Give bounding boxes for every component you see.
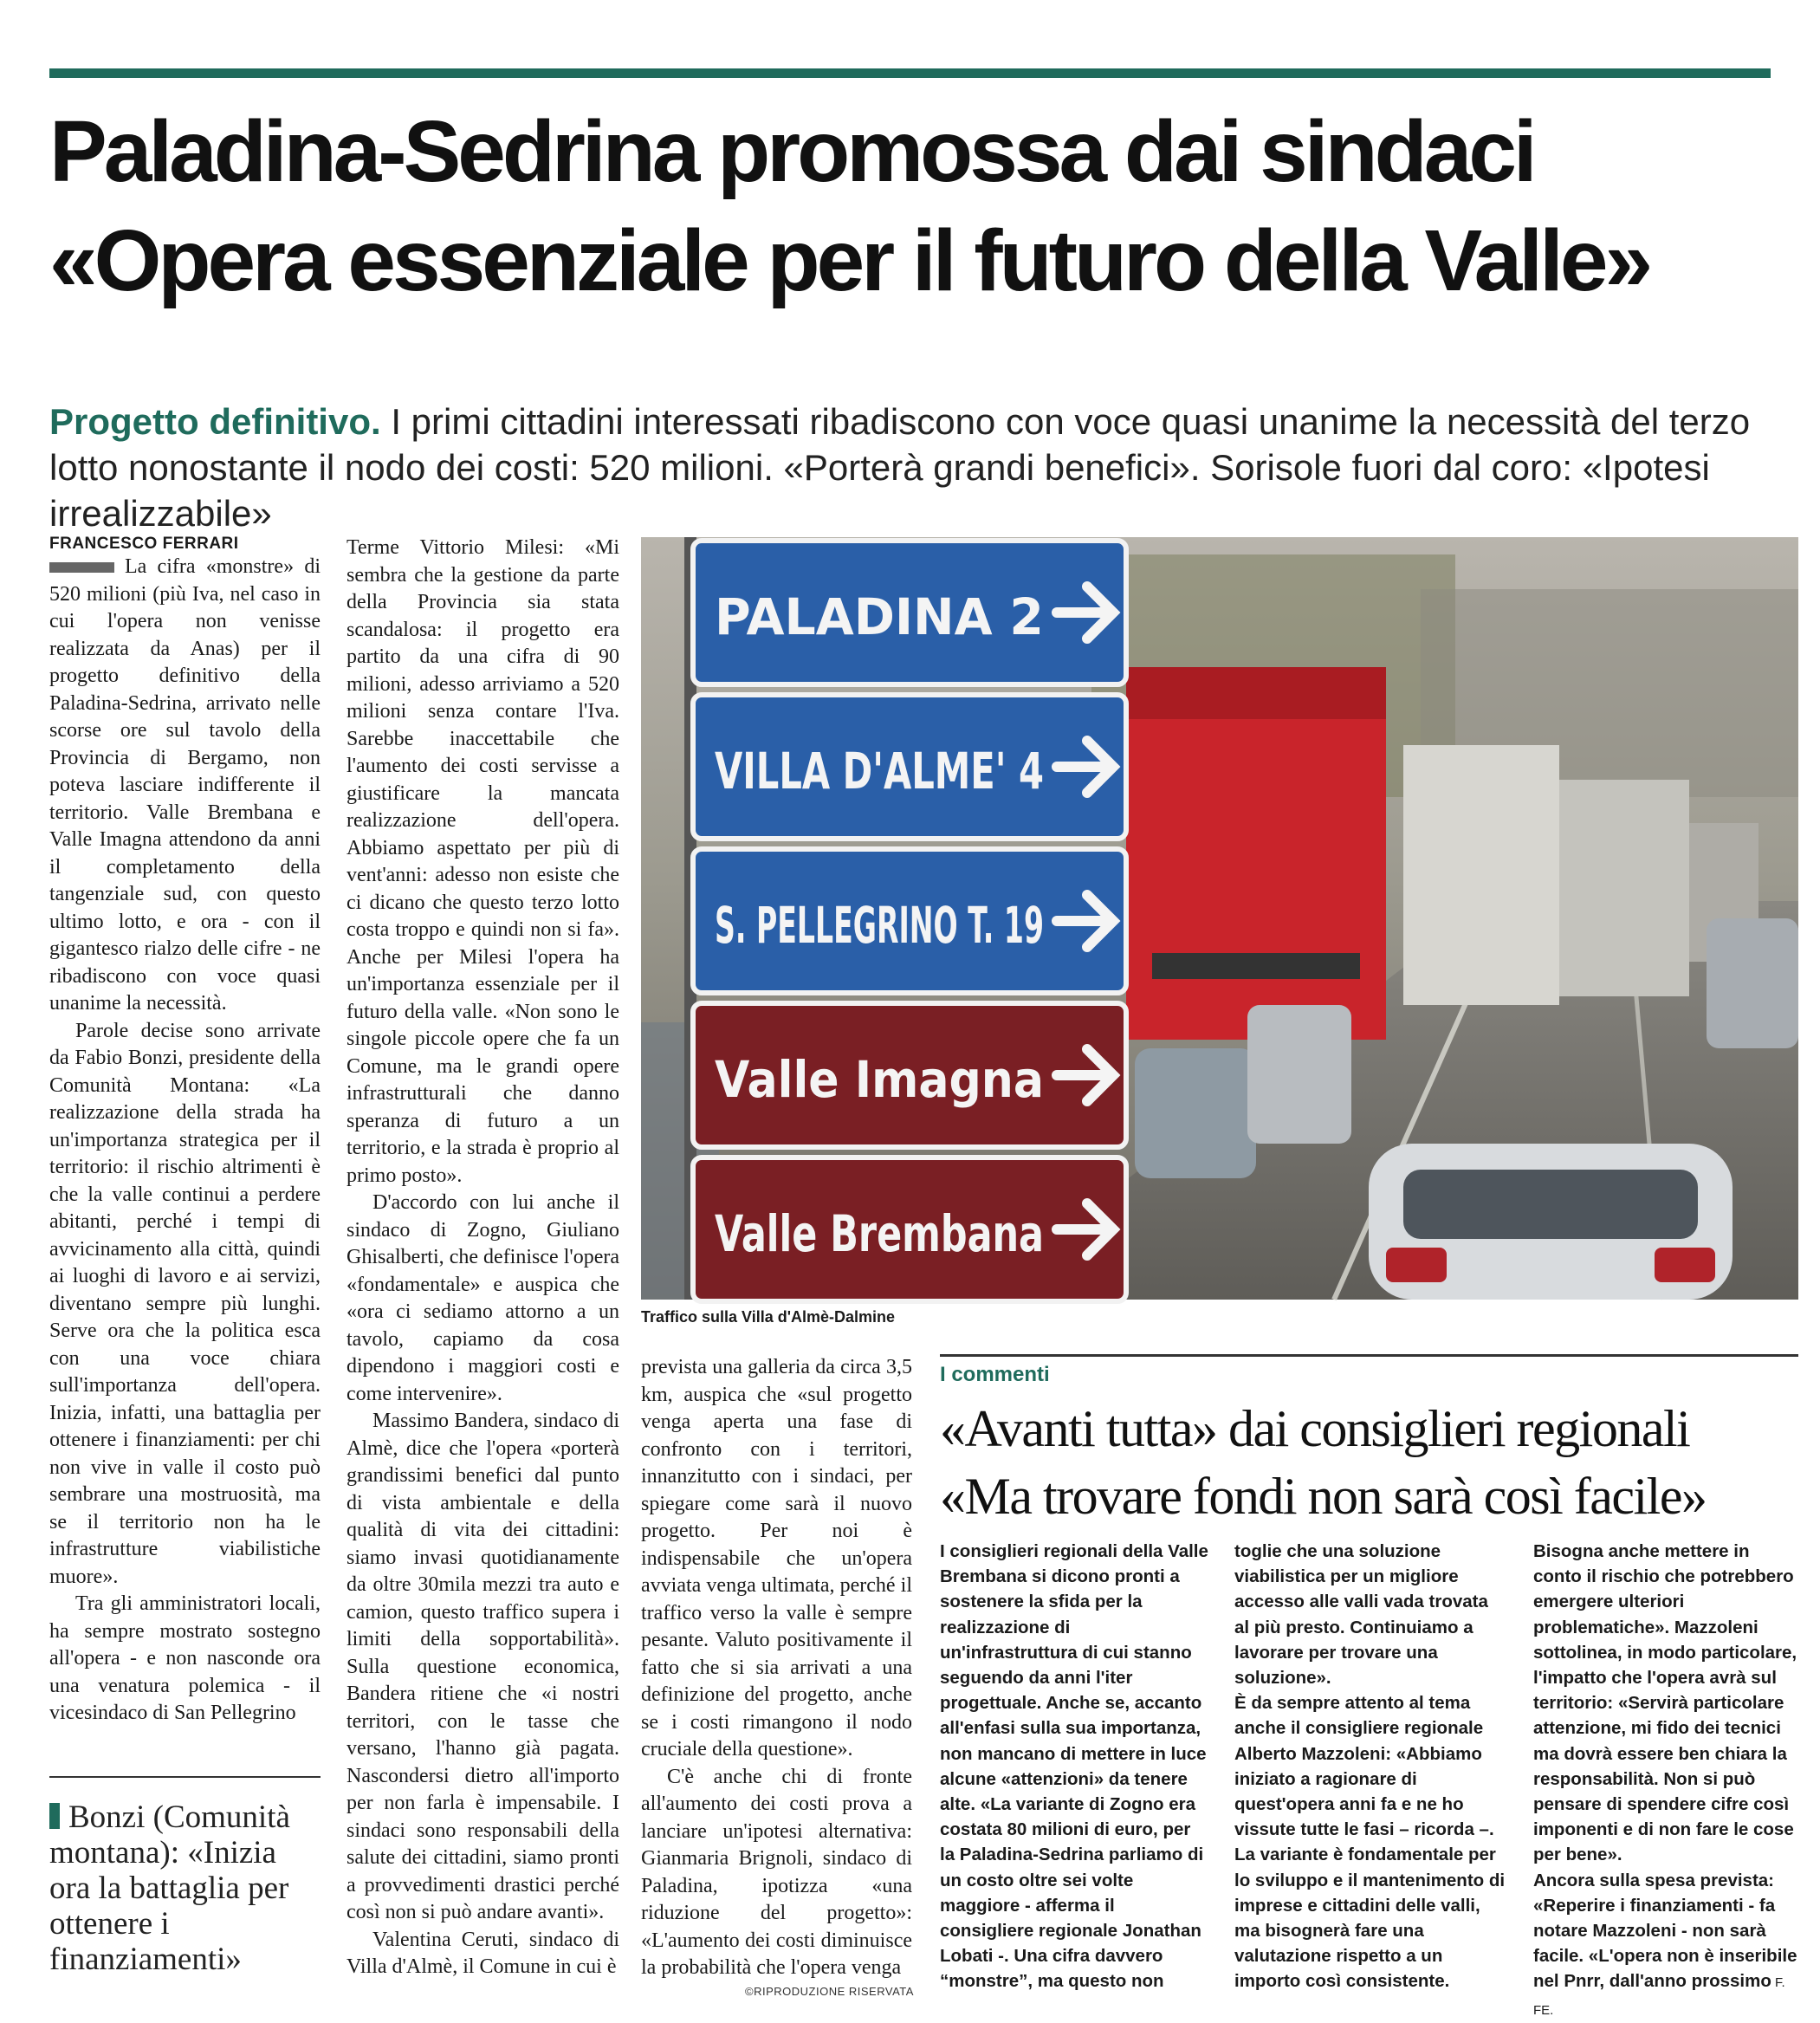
road-sign-stack	[641, 537, 1798, 1300]
paragraph-text: I consiglieri regionali della Valle Brembana si dicono pronti a sostenere la sfida per la realizzazione di un'infrastruttura di cui stanno seguendo da anni l'iter progettuale. Anche se, accanto all'enfasi sulla sua importanza, non mancano di mettere in luce alcune «attenzioni» da tenere alte. «La variante di Zogno era costata 80 milioni di euro, per la Paladina-Sedrina parliamo di un costo oltre sei volte maggiore - afferma il consigliere regionale Jonathan Lobati -. Una cifra davvero “monstre”, ma questo non	[940, 1541, 1208, 1992]
article-paragraph	[1234, 1539, 1507, 1690]
article-paragraph	[1234, 1690, 1507, 1994]
paragraph-text: prevista una galleria da circa 3,5 km, auspica che «sul progetto venga aperta una fase di confronto con i territori, innanzitutto con i sindaci, per spiegare come sarà il nuovo progetto. Per noi è indispensabile che un'opera avviata venga ultimata, perché il traffico verso la valle è sempre pesante. Valuto positivamente il fatto che si sia arrivati a una definizione del progetto, anche se i costi rimangono il nodo cruciale della questione».	[641, 1356, 912, 1760]
article-paragraph	[347, 1927, 619, 1981]
road-sign	[693, 695, 1126, 839]
photo-road-signs-traffic	[641, 537, 1798, 1300]
article-paragraph	[641, 1764, 912, 1982]
photo-caption: Traffico sulla Villa d'Almè-Dalmine	[641, 1308, 896, 1326]
comments-column-2	[1234, 1539, 1507, 1998]
article-column-2	[347, 535, 619, 1999]
subhead-text: I primi cittadini interessati ribadiscono con voce quasi unanime la necessità del terzo lotto nonostante il nodo dei costi: 520 milioni. «Porterà grandi benefici». Sorisole fuori dal coro: «Ipotesi irrealizzabile»	[49, 401, 1751, 534]
article-paragraph	[1533, 1868, 1802, 2023]
paragraph-text: Terme Vittorio Milesi: «Mi sembra che la gestione da parte della Provincia sia stata scandalosa: il progetto era partito da una cifra di 90 milioni, adesso arriviamo a 520 milioni senza contare l'Iva. Sarebbe inaccettabile che l'aumento dei costi servisse a giustificare la mancata realizzazione dell'opera. Abbiamo aspettato per più di vent'anni: adesso non esiste che ci dicano che questo terzo lotto costa troppo e quindi non si fa». Anche per Milesi l'opera ha un'importanza essenziale per il futuro della valle. «Non sono le singole piccole opere che fa un Comune, ma le grandi opere infrastrutturali che danno speranza di futuro a un territorio, e la strada è proprio al primo posto».	[347, 536, 619, 1187]
article-paragraph	[347, 1190, 619, 1408]
road-sign-label: Valle Brembana	[715, 1204, 1044, 1263]
paragraph-text: Tra gli amministratori locali, ha sempre mostrato sostegno all'opera - e non nasconde ora una venatura polemica - il vicesindaco di San Pellegrino	[49, 1592, 321, 1724]
lead-marker	[49, 562, 114, 573]
comments-column-1	[940, 1539, 1208, 1998]
paragraph-text: È da sempre attento al tema anche il consigliere regionale Alberto Mazzoleni: «Abbiamo iniziato a ragionare di quest'opera anni fa e ne ho vissute tutte le fasi – ricorda –. La variante è fondamentale per lo sviluppo e il mantenimento di imprese e cittadini delle valli, ma bisognerà fare una valutazione rispetto a un importo così consistente.	[1234, 1693, 1506, 1992]
article-paragraph	[940, 1539, 1208, 1994]
paragraph-text: La cifra «monstre» di 520 milioni (più Iva, nel caso in cui l'opera non venisse realizzata da Anas) per il progetto definitivo della Paladina-Sedrina, arrivato nelle scorse ore sul tavolo della Provincia di Bergamo, non poteva lasciare indifferente il territorio. Valle Brembana e Valle Imagna attendono da anni il completamento della tangenziale sud, con questo ultimo lotto, e ora - con il gigantesco rialzo delle cifre - ne ribadiscono con voce quasi unanime la necessità.	[49, 555, 321, 1015]
article-paragraph	[49, 1591, 321, 1728]
paragraph-text: toglie che una soluzione viabilistica per un migliore accesso alle valli vada trovata al più presto. Continuiamo a lavorare per trovare una soluzione».	[1234, 1541, 1488, 1689]
article-paragraph	[49, 554, 321, 1018]
top-rule	[49, 68, 1771, 78]
subhead-kicker: Progetto definitivo.	[49, 401, 381, 442]
road-sign	[693, 541, 1126, 684]
road-sign-label: Valle Imagna	[715, 1050, 1044, 1109]
article-paragraph	[347, 1408, 619, 1927]
article-column-3	[641, 1354, 912, 1995]
pullquote-text: Bonzi (Comunità montana): «Inizia ora la battaglia per ottenere i finanziamenti»	[49, 1799, 290, 1977]
road-sign-label: VILLA D'ALME' 4	[715, 742, 1044, 801]
article-paragraph	[641, 1354, 912, 1764]
comments-title	[940, 1395, 1806, 1530]
pullquote	[49, 1799, 321, 1977]
comments-label: I commenti	[940, 1363, 1050, 1386]
paragraph-text: Parole decise sono arrivate da Fabio Bonzi, presidente della Comunità Montana: «La realizzazione della strada ha un'importanza strategica per il territorio: il rischio altrimenti è che la valle continui a perdere abitanti, perché i tempi di avvicinamento alla città, quindi ai luoghi di lavoro e ai servizi, diventano sempre più lunghi. Serve ora che la politica esca con una voce chiara sull'importanza dell'opera. Inizia, infatti, una battaglia per ottenere i finanziamenti: per chi non vive in valle il costo può sembrare una mostruosità, ma se il territorio non ha le infrastrutture viabilistiche muore».	[49, 1019, 321, 1588]
paragraph-text: Massimo Bandera, sindaco di Almè, dice che l'opera «porterà grandissimi benefici dal punto di vista ambientale e della qualità di vita dei cittadini: siamo invasi quotidianamente da oltre 30mila mezzi tra auto e camion, questo traffico supera i limiti della sopportabilità». Sulla questione economica, Bandera ritiene che «i nostri territori, con le tasse che versano, l'hanno già pagata. Nascondersi dietro all'importo per non farla è impensabile. I sindaci sono responsabili della salute dei cittadini, siamo pronti a provvedimenti drastici perché così non si può andare avanti».	[347, 1410, 619, 1923]
comments-title-line1: «Avanti tutta» dai consiglieri regionali	[940, 1400, 1690, 1457]
headline	[49, 97, 1782, 315]
article-paragraph	[49, 1018, 321, 1592]
comments-title-line2: «Ma trovare fondi non sarà così facile»	[940, 1468, 1707, 1525]
paragraph-text: Valentina Ceruti, sindaco di Villa d'Almè, il Comune in cui è	[347, 1928, 619, 1978]
byline: FRANCESCO FERRARI	[49, 535, 239, 553]
road-sign	[693, 849, 1126, 993]
article-column-1	[49, 554, 321, 1749]
road-sign-label: S. PELLEGRINO T. 19	[715, 896, 1044, 955]
pullquote-rule	[49, 1776, 321, 1778]
article-paragraph	[347, 535, 619, 1190]
road-sign-label: PALADINA 2	[715, 587, 1044, 646]
paragraph-text: Bisogna anche mettere in conto il rischio che potrebbero emergere ulteriori problematiche». Mazzoleni sottolinea, in modo particolare, l'impatto che l'opera avrà sul territorio: «Servirà particolare attenzione, mi fido dei tecnici ma dovrà essere ben chiara la responsabilità. Non si può pensare di spendere cifre così imponenti e di non fare le cose per bene».	[1533, 1541, 1797, 1865]
copyright-notice: ©RIPRODUZIONE RISERVATA	[745, 1985, 914, 1998]
paragraph-text: C'è anche chi di fronte all'aumento dei costi prova a lanciare un'ipotesi alternativa: Gianmaria Brignoli, sindaco di Paladina, ipotizza «una riduzione del progetto»: «L'aumento dei costi diminuisce la probabilità che l'opera venga	[641, 1765, 912, 1979]
headline-line1: Paladina-Sedrina promossa dai sindaci	[49, 103, 1534, 200]
comments-rule	[940, 1354, 1798, 1357]
paragraph-text: Ancora sulla spesa prevista: «Reperire i finanziamenti - fa notare Mazzoleni - non sarà facile. «L'opera non è inseribile nel Pnrr, dall'anno prossimo	[1533, 1870, 1797, 1992]
subheadline	[49, 399, 1773, 536]
headline-line2: «Opera essenziale per il futuro della Valle»	[49, 212, 1650, 309]
road-sign	[693, 1157, 1126, 1301]
comments-column-3	[1533, 1539, 1802, 2018]
comments-signature: F. FE.	[1533, 1975, 1785, 2018]
paragraph-text: D'accordo con lui anche il sindaco di Zogno, Giuliano Ghisalberti, che definisce l'opera «fondamentale» e auspica che «ora ci sediamo attorno a un tavolo, capiamo da cosa dipendono i maggiori costi e come intervenire».	[347, 1191, 619, 1405]
article-paragraph	[1533, 1539, 1802, 1868]
road-sign	[693, 1003, 1126, 1147]
pullquote-marker	[49, 1803, 60, 1829]
